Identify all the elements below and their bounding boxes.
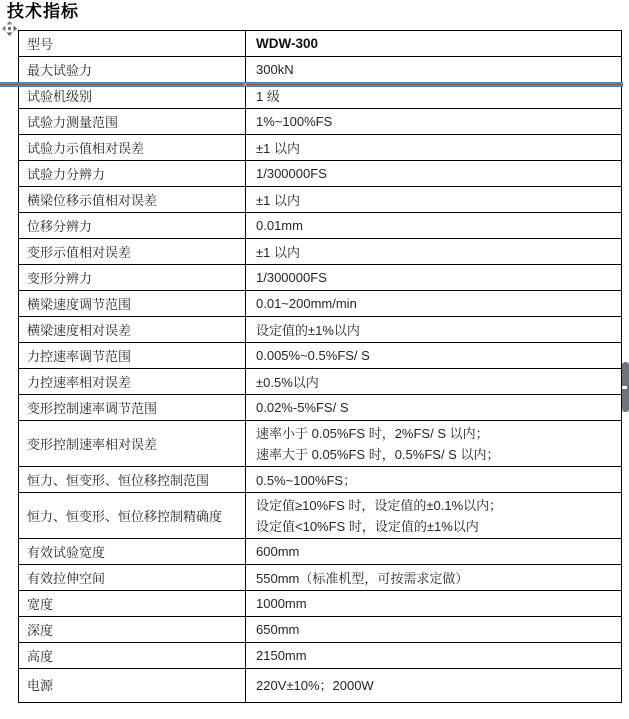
spec-label: 型号 <box>19 31 246 57</box>
spec-value: 0.5%~100%FS； <box>246 467 622 493</box>
spec-label: 恒力、恒变形、恒位移控制范围 <box>19 467 246 493</box>
table-row <box>19 669 622 703</box>
spec-label: 横梁速度调节范围 <box>19 291 246 317</box>
spec-value: 0.01~200mm/min <box>246 291 622 317</box>
spec-label: 有效试验宽度 <box>19 539 246 565</box>
page-title: 技术指标 <box>7 2 79 21</box>
spec-value: 550mm（标准机型，可按需求定做） <box>246 565 622 591</box>
table-row <box>19 161 622 187</box>
row-drag-indicator[interactable] <box>0 82 623 87</box>
table-row <box>19 467 622 493</box>
spec-value: 1000mm <box>246 591 622 617</box>
table-row <box>19 343 622 369</box>
spec-label: 恒力、恒变形、恒位移控制精确度 <box>19 493 246 539</box>
spec-label: 力控速率调节范围 <box>19 343 246 369</box>
table-row <box>19 369 622 395</box>
spec-label: 试验力测量范围 <box>19 109 246 135</box>
spec-value: WDW-300 <box>246 31 622 57</box>
spec-label: 横梁速度相对误差 <box>19 317 246 343</box>
spec-label: 横梁位移示值相对误差 <box>19 187 246 213</box>
spec-value: 2150mm <box>246 643 622 669</box>
spec-value: ±0.5%以内 <box>246 369 622 395</box>
spec-value-line: 速率小于 0.05%FS 时，2%FS/ S 以内； <box>256 425 489 441</box>
spec-value: 650mm <box>246 617 622 643</box>
spec-value: 0.005%~0.5%FS/ S <box>246 343 622 369</box>
spec-value: 0.01mm <box>246 213 622 239</box>
spec-label: 深度 <box>19 617 246 643</box>
table-row <box>19 643 622 669</box>
spec-value: 设定值的±1%以内 <box>246 317 622 343</box>
table-row <box>19 31 622 57</box>
spec-value: 1/300000FS <box>246 265 622 291</box>
table-row <box>19 109 622 135</box>
spec-value: 0.02%-5%FS/ S <box>246 395 622 421</box>
scrollbar-thumb[interactable] <box>622 362 629 412</box>
table-row <box>19 213 622 239</box>
spec-value: 1/300000FS <box>246 161 622 187</box>
spec-value-line: 速率大于 0.05%FS 时，0.5%FS/ S 以内； <box>256 446 500 462</box>
row-drag-indicator-dot <box>243 83 247 86</box>
table-row <box>19 187 622 213</box>
table-row <box>19 591 622 617</box>
spec-label: 变形控制速率调节范围 <box>19 395 246 421</box>
spec-value: 600mm <box>246 539 622 565</box>
spec-value: 300kN <box>246 57 622 83</box>
spec-value: ±1 以内 <box>246 187 622 213</box>
spec-table <box>18 30 622 703</box>
spec-label: 变形分辨力 <box>19 265 246 291</box>
spec-label: 试验力分辨力 <box>19 161 246 187</box>
spec-label: 电源 <box>19 669 246 703</box>
table-row <box>19 57 622 83</box>
spec-label: 变形示值相对误差 <box>19 239 246 265</box>
table-row <box>19 395 622 421</box>
spec-label: 变形控制速率相对误差 <box>19 421 246 467</box>
table-row <box>19 493 622 539</box>
spec-value: 1 级 <box>246 83 622 109</box>
spec-label: 力控速率相对误差 <box>19 369 246 395</box>
row-drag-indicator-line <box>0 84 623 85</box>
table-row <box>19 565 622 591</box>
table-row <box>19 539 622 565</box>
spec-value-line: 设定值≥10%FS 时，设定值的±0.1%以内； <box>256 497 503 513</box>
table-row <box>19 291 622 317</box>
spec-value <box>246 493 622 539</box>
spec-value: ±1 以内 <box>246 239 622 265</box>
spec-label: 有效拉伸空间 <box>19 565 246 591</box>
spec-value-line: 设定值<10%FS 时，设定值的±1%以内 <box>256 518 479 534</box>
table-row <box>19 317 622 343</box>
spec-label: 宽度 <box>19 591 246 617</box>
spec-label: 最大试验力 <box>19 57 246 83</box>
table-row <box>19 617 622 643</box>
spec-label: 试验机级别 <box>19 83 246 109</box>
table-row <box>19 265 622 291</box>
spec-value: 1%~100%FS <box>246 109 622 135</box>
spec-value: 220V±10%；2000W <box>246 669 622 703</box>
table-move-handle-icon[interactable] <box>2 21 17 36</box>
spec-value <box>246 421 622 467</box>
table-row <box>19 421 622 467</box>
table-row <box>19 135 622 161</box>
spec-label: 试验力示值相对误差 <box>19 135 246 161</box>
table-row <box>19 239 622 265</box>
scrollbar-grip-icon <box>622 386 627 389</box>
spec-label: 位移分辨力 <box>19 213 246 239</box>
spec-value: ±1 以内 <box>246 135 622 161</box>
spec-label: 高度 <box>19 643 246 669</box>
